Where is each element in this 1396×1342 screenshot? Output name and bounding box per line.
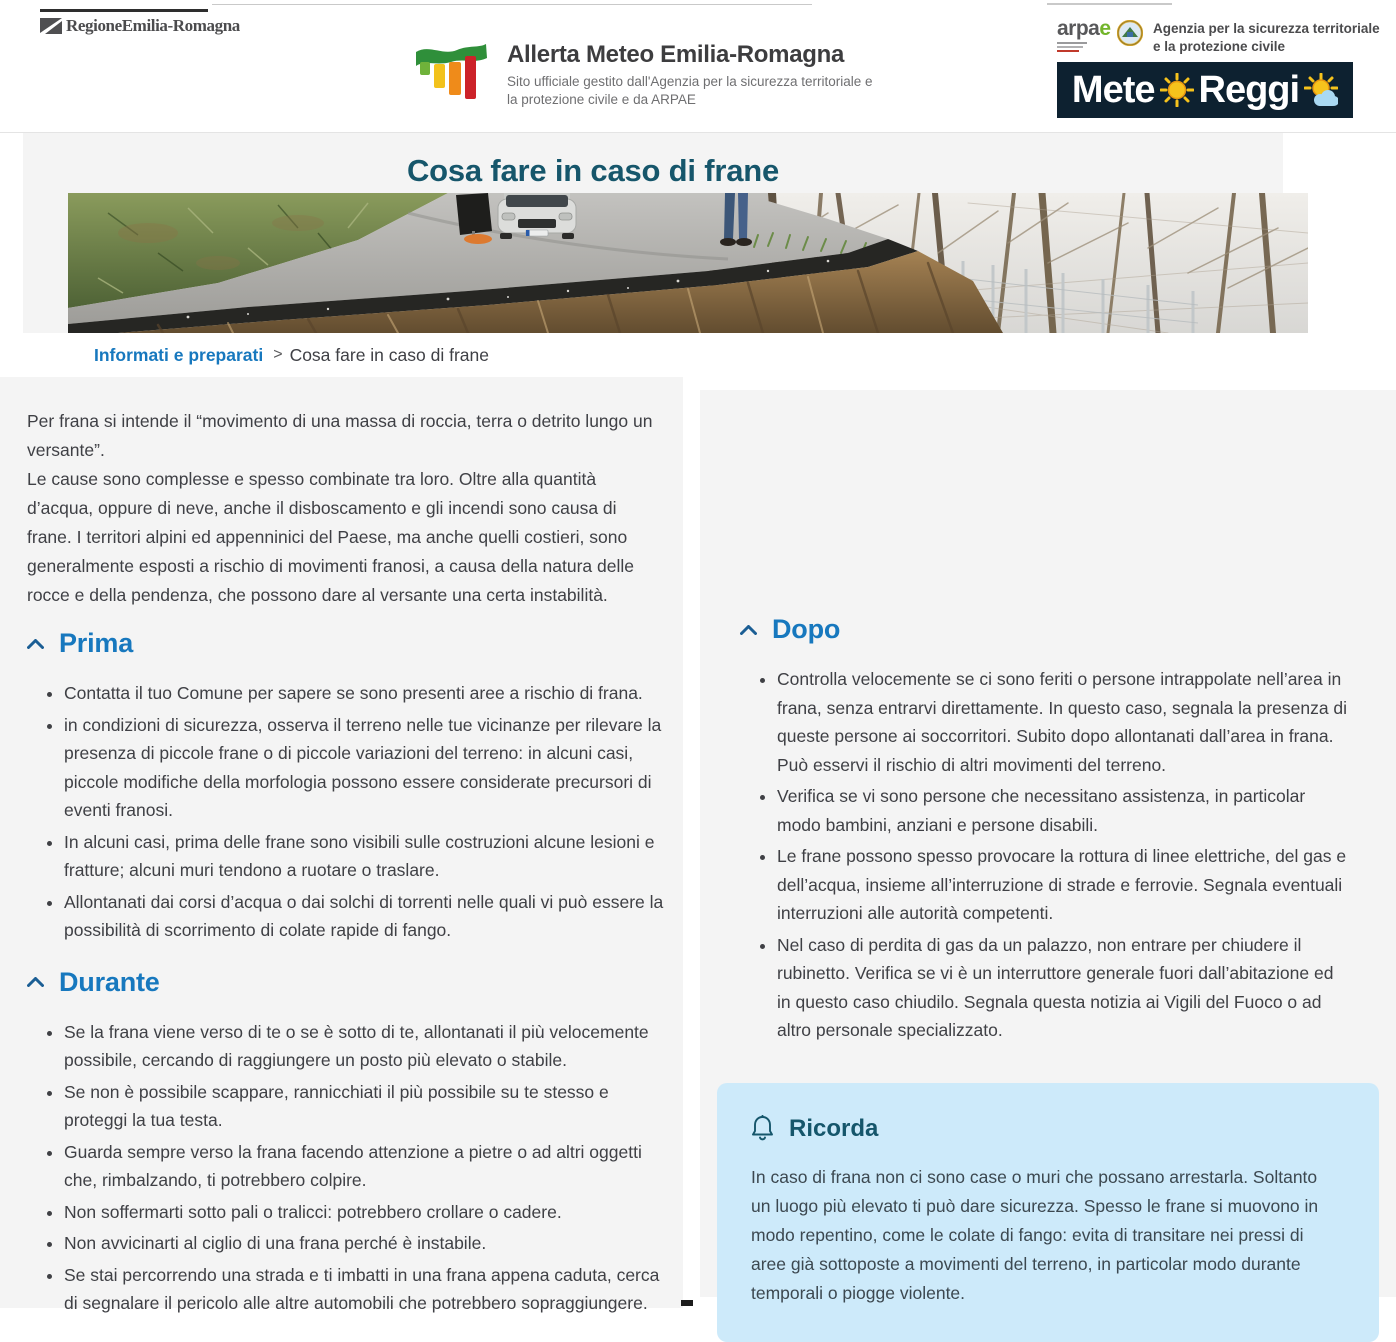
ricorda-text: In caso di frana non ci sono case o muri che possano arrestarla. Soltanto un luogo più elevato ti può dare sicurezza. Spesso le frane si muovono in modo repentino, come le colate di fango: evita di transitare nei pressi di aree già sottoposte a movimenti del terreno, in particolar modo durante temporali o piogge violente. [751, 1166, 1319, 1303]
header-hairline [212, 4, 812, 5]
arpae-logo-text-e: e [1099, 17, 1111, 40]
prima-list [27, 679, 665, 945]
breadcrumb [0, 333, 1396, 377]
list-item: • Verifica se vi sono persone che necessitano assistenza, in particolar modo bambini, anziani e persone disabili. [777, 782, 1348, 839]
chevron-up-icon [27, 639, 44, 649]
breadcrumb-separator-icon: > [273, 346, 283, 363]
list-item: • Nel caso di perdita di gas da un palazzo, non entrare per chiudere il rubinetto. Verifica se vi è un interruttore generale fuori dall’abitazione ed in questo caso chiudilo. Segnala questa notizia ai Vigili del Fuoco o ad altro personale specializzato. [777, 931, 1348, 1045]
list-item: • Se stai percorrendo una strada e ti imbatti in una frana appena caduta, cerca di segnalare il pericolo alle altre automobili che potrebbero sopraggiungere. [64, 1261, 665, 1318]
meteo-banner-text-1: Mete [1071, 68, 1155, 111]
intro-text [27, 407, 665, 610]
section-heading-durante: Durante [59, 966, 160, 997]
ricorda-heading: Ricorda [789, 1114, 879, 1142]
breadcrumb-link-informati[interactable]: Informati e preparati [94, 344, 264, 365]
site-subtitle: Sito ufficiale gestito dall'Agenzia per la sicurezza territoriale e la protezione civile e da ARPAE [507, 74, 873, 107]
car [498, 193, 576, 239]
list-item: • Allontanati dai corsi d’acqua o dai solchi di torrenti nelle quali vi può essere la possibilità di scorrimento di colate rapide di fango. [64, 888, 665, 945]
regione-logo-label: RegioneEmilia-Romagna [66, 16, 240, 35]
dopo-list [740, 665, 1348, 1045]
list-item: • Guarda sempre verso la frana facendo attenzione a pietre o ad altri oggetti che, rimbalzando, ti potrebbero colpire. [64, 1138, 665, 1195]
list-item: • Se la frana viene verso di te o se è sotto di te, allontanati il più velocemente possibile, cercando di raggiungere un posto più elevato o stabile. [64, 1018, 665, 1075]
allerta-meteo-brand[interactable] [413, 42, 879, 108]
list-item: • Contatta il tuo Comune per sapere se sono presenti aree a rischio di frana. [64, 679, 665, 708]
hero-image-landslide [68, 193, 1308, 333]
meteo-reggio-banner[interactable] [1057, 62, 1353, 118]
footer-edge-mark [681, 1300, 693, 1306]
regione-logo-icon [40, 18, 62, 34]
list-item: • Controlla velocemente se ci sono feriti o persone intrappolate nell’area in frana, senza entrarvi direttamente. In questo caso, segnala la presenza di queste persone ai soccorritori. Subito dopo allontanati dall’area in frana. Può esservi il rischio di altri movimenti del terreno. [777, 665, 1348, 779]
list-item: • in condizioni di sicurezza, osserva il terreno nelle tue vicinanze per rilevare la presenza di piccole frane o di piccole variazioni del terreno: in alcuni casi, piccole modifiche della morfologia possono essere considerate precursori di eventi franosi. [64, 711, 665, 825]
section-toggle-durante[interactable] [27, 967, 665, 998]
site-header [0, 0, 1396, 133]
page-title: Cosa fare in caso di frane [406, 153, 780, 188]
protezione-civile-agency[interactable] [1117, 20, 1389, 55]
section-toggle-dopo[interactable] [740, 614, 1348, 645]
right-column [700, 390, 1396, 1303]
sun-icon [1160, 73, 1194, 107]
bell-icon [751, 1115, 774, 1142]
arpae-logo-tagline [1057, 42, 1111, 52]
intro-paragraph-1: Per frana si intende il “movimento di una massa di roccia, terra o detrito lungo un versante”. [27, 411, 653, 460]
sun-cloud-icon [1304, 73, 1338, 107]
durante-list [27, 1018, 665, 1318]
chevron-up-icon [740, 625, 757, 635]
agency-name-label: Agenzia per la sicurezza territoriale e la protezione civile [1153, 21, 1380, 54]
section-heading-dopo: Dopo [772, 614, 841, 644]
protezione-civile-badge-icon [1117, 20, 1143, 46]
regione-emilia-romagna-logo[interactable] [40, 9, 240, 36]
header-hairline-right [1047, 3, 1172, 5]
chevron-up-icon [27, 977, 44, 987]
list-item: • Non avvicinarti al ciglio di una frana perché è instabile. [64, 1229, 665, 1258]
regione-logo-topline [40, 9, 208, 12]
left-column [0, 377, 683, 1313]
arpae-logo-text: arpa [1057, 17, 1100, 40]
section-toggle-prima[interactable] [27, 628, 665, 659]
allerta-meteo-logo-icon [413, 42, 489, 100]
ricorda-callout [717, 1083, 1379, 1342]
list-item: • Non soffermarti sotto pali o tralicci: potrebbero crollare o cadere. [64, 1198, 665, 1227]
list-item: • In alcuni casi, prima delle frane sono visibili sulle costruzioni alcune lesioni e fratture; alcuni muri tendono a ruotare o traslare. [64, 828, 665, 885]
intro-paragraph-2: Le cause sono complesse e spesso combinate tra loro. Oltre alla quantità d’acqua, oppure di neve, anche il disboscamento e gli incendi sono causa di frane. I territori alpini ed appenninici del Paese, ma anche quelli costieri, sono generalmente esposti a rischio di movimenti franosi, a causa della natura delle rocce e della pendenza, che possono dare al versante una certa instabilità. [27, 469, 634, 605]
section-heading-prima: Prima [59, 628, 134, 658]
site-title: Allerta Meteo Emilia-Romagna [507, 41, 845, 68]
hero-image-art [68, 193, 1308, 333]
meteo-banner-text-2: Reggi [1198, 68, 1300, 111]
list-item: • Se non è possibile scappare, rannicchiati il più possibile su te stesso e proteggi la tua testa. [64, 1078, 665, 1135]
arpae-logo[interactable] [1057, 18, 1111, 54]
list-item: • Le frane possono spesso provocare la rottura di linee elettriche, del gas e dell’acqua, insieme all’interruzione di strade e ferrovie. Segnala eventuali interruzioni alle autorità competenti. [777, 842, 1348, 928]
breadcrumb-current: Cosa fare in caso di frane [289, 344, 489, 365]
